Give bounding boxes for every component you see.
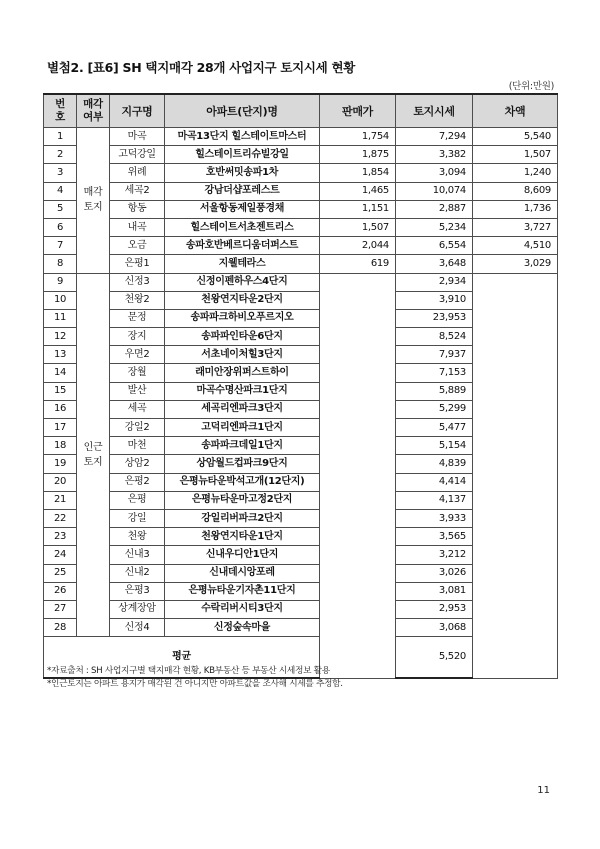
row-number: 3	[44, 164, 77, 182]
average-label: 평균	[44, 637, 320, 679]
group-label-nearby: 인근 토지	[77, 273, 110, 637]
price-difference: 3,029	[473, 255, 558, 273]
land-price: 5,234	[396, 218, 473, 236]
land-price: 3,081	[396, 582, 473, 600]
sale-price: 1,875	[320, 146, 396, 164]
apartment-name: 서울항동제일풍경채	[165, 200, 320, 218]
table-row	[44, 218, 558, 236]
price-difference: 1,507	[473, 146, 558, 164]
apartment-name: 수락리버시티3단지	[165, 600, 320, 618]
table-row	[44, 146, 558, 164]
sale-price: 1,507	[320, 218, 396, 236]
land-price: 6,554	[396, 237, 473, 255]
page-number: 11	[537, 785, 550, 796]
land-price: 10,074	[396, 182, 473, 200]
row-number: 26	[44, 582, 77, 600]
district-name: 우면2	[110, 346, 165, 364]
apartment-name: 송파호반베르디움더퍼스트	[165, 237, 320, 255]
apartment-name: 힐스테이트서초젠트리스	[165, 218, 320, 236]
land-price: 7,294	[396, 128, 473, 146]
row-number: 22	[44, 509, 77, 527]
district-name: 천왕	[110, 528, 165, 546]
row-number: 27	[44, 600, 77, 618]
row-number: 5	[44, 200, 77, 218]
header-sale-status: 매각 여부	[77, 94, 110, 128]
land-price: 3,094	[396, 164, 473, 182]
header-number: 번 호	[44, 94, 77, 128]
difference-empty	[473, 273, 558, 678]
land-price: 3,382	[396, 146, 473, 164]
footnote: *자료출처 : SH 사업지구별 택지매각 현황, KB부동산 등 부동산 시세정보 활용	[47, 666, 330, 676]
apartment-name: 상암월드컵파크9단지	[165, 455, 320, 473]
apartment-name: 은평뉴타운기자촌11단지	[165, 582, 320, 600]
district-name: 세곡2	[110, 182, 165, 200]
price-difference: 5,540	[473, 128, 558, 146]
district-name: 항동	[110, 200, 165, 218]
apartment-name: 고덕리엔파크1단지	[165, 419, 320, 437]
district-name: 마천	[110, 437, 165, 455]
row-number: 25	[44, 564, 77, 582]
apartment-name: 신정숲속마을	[165, 619, 320, 637]
apartment-name: 송파파인타운6단지	[165, 328, 320, 346]
apartment-name: 천왕연지타운2단지	[165, 291, 320, 309]
row-number: 14	[44, 364, 77, 382]
district-name: 은평3	[110, 582, 165, 600]
land-price: 3,910	[396, 291, 473, 309]
price-difference: 8,609	[473, 182, 558, 200]
land-price: 3,648	[396, 255, 473, 273]
row-number: 10	[44, 291, 77, 309]
district-name: 강일	[110, 509, 165, 527]
header-row	[44, 94, 558, 128]
row-number: 13	[44, 346, 77, 364]
header-sale-price: 판매가	[320, 94, 396, 128]
sale-price: 619	[320, 255, 396, 273]
unit-label: (단위:만원)	[508, 81, 554, 92]
apartment-name: 호반써밋송파1차	[165, 164, 320, 182]
row-number: 9	[44, 273, 77, 291]
district-name: 은평1	[110, 255, 165, 273]
land-price: 2,953	[396, 600, 473, 618]
district-name: 고덕강일	[110, 146, 165, 164]
district-name: 신내3	[110, 546, 165, 564]
land-price: 3,565	[396, 528, 473, 546]
district-name: 문정	[110, 309, 165, 327]
land-price: 2,934	[396, 273, 473, 291]
table-row	[44, 237, 558, 255]
land-price: 5,299	[396, 400, 473, 418]
district-name: 오금	[110, 237, 165, 255]
row-number: 21	[44, 491, 77, 509]
land-price: 4,137	[396, 491, 473, 509]
land-price: 3,212	[396, 546, 473, 564]
land-price: 5,154	[396, 437, 473, 455]
row-number: 18	[44, 437, 77, 455]
row-number: 19	[44, 455, 77, 473]
apartment-name: 래미안장위퍼스트하이	[165, 364, 320, 382]
row-number: 17	[44, 419, 77, 437]
apartment-name: 신내우디안1단지	[165, 546, 320, 564]
price-difference: 1,240	[473, 164, 558, 182]
land-price: 3,026	[396, 564, 473, 582]
apartment-name: 서초네이처힐3단지	[165, 346, 320, 364]
apartment-name: 송파파크데일1단지	[165, 437, 320, 455]
sale-price: 1,754	[320, 128, 396, 146]
header-apartment: 아파트(단지)명	[165, 94, 320, 128]
price-difference: 3,727	[473, 218, 558, 236]
row-number: 12	[44, 328, 77, 346]
group-label-sold: 매각 토지	[77, 128, 110, 274]
footnote: *인근토지는 아파트 용지가 매각된 건 아니지만 아파트값을 조사해 시세를 추정함.	[47, 679, 343, 689]
district-name: 천왕2	[110, 291, 165, 309]
table-row	[44, 273, 558, 291]
row-number: 16	[44, 400, 77, 418]
row-number: 23	[44, 528, 77, 546]
land-price: 7,937	[396, 346, 473, 364]
land-price: 8,524	[396, 328, 473, 346]
apartment-name: 송파파크하비오푸르지오	[165, 309, 320, 327]
price-difference: 4,510	[473, 237, 558, 255]
district-name: 위례	[110, 164, 165, 182]
row-number: 7	[44, 237, 77, 255]
header-land-price: 토지시세	[396, 94, 473, 128]
header-district: 지구명	[110, 94, 165, 128]
land-price: 2,887	[396, 200, 473, 218]
table-row	[44, 128, 558, 146]
district-name: 장월	[110, 364, 165, 382]
land-price: 7,153	[396, 364, 473, 382]
district-name: 내곡	[110, 218, 165, 236]
apartment-name: 힐스테이트리슈빌강일	[165, 146, 320, 164]
land-price: 4,414	[396, 473, 473, 491]
sale-price: 1,854	[320, 164, 396, 182]
apartment-name: 세곡리엔파크3단지	[165, 400, 320, 418]
row-number: 8	[44, 255, 77, 273]
row-number: 2	[44, 146, 77, 164]
apartment-name: 은평뉴타운마고정2단지	[165, 491, 320, 509]
district-name: 세곡	[110, 400, 165, 418]
apartment-name: 신내데시앙포레	[165, 564, 320, 582]
row-number: 4	[44, 182, 77, 200]
sale-price: 2,044	[320, 237, 396, 255]
row-number: 11	[44, 309, 77, 327]
district-name: 강일2	[110, 419, 165, 437]
district-name: 신정3	[110, 273, 165, 291]
document-title: 별첨2. [표6] SH 택지매각 28개 사업지구 토지시세 현황	[47, 60, 356, 75]
sale-price-empty	[320, 273, 396, 678]
apartment-name: 천왕연지타운1단지	[165, 528, 320, 546]
sale-price: 1,151	[320, 200, 396, 218]
row-number: 6	[44, 218, 77, 236]
row-number: 15	[44, 382, 77, 400]
average-land-price: 5,520	[396, 637, 473, 679]
land-price: 23,953	[396, 309, 473, 327]
land-price: 4,839	[396, 455, 473, 473]
row-number: 28	[44, 619, 77, 637]
district-name: 마곡	[110, 128, 165, 146]
sale-price: 1,465	[320, 182, 396, 200]
apartment-name: 은평뉴타운박석고개(12단지)	[165, 473, 320, 491]
table-row	[44, 200, 558, 218]
land-price: 3,068	[396, 619, 473, 637]
table-row	[44, 255, 558, 273]
row-number: 1	[44, 128, 77, 146]
district-name: 상암2	[110, 455, 165, 473]
row-number: 20	[44, 473, 77, 491]
apartment-name: 강일리버파크2단지	[165, 509, 320, 527]
apartment-name: 지웰테라스	[165, 255, 320, 273]
apartment-name: 마곡13단지 힐스테이트마스터	[165, 128, 320, 146]
apartment-name: 신정이펜하우스4단지	[165, 273, 320, 291]
land-price-table	[43, 93, 558, 679]
district-name: 은평2	[110, 473, 165, 491]
table-row	[44, 182, 558, 200]
table-row	[44, 164, 558, 182]
apartment-name: 마곡수명산파크1단지	[165, 382, 320, 400]
land-price: 5,889	[396, 382, 473, 400]
district-name: 발산	[110, 382, 165, 400]
land-price: 3,933	[396, 509, 473, 527]
district-name: 은평	[110, 491, 165, 509]
district-name: 장지	[110, 328, 165, 346]
header-difference: 차액	[473, 94, 558, 128]
land-price: 5,477	[396, 419, 473, 437]
footnotes	[47, 665, 343, 691]
apartment-name: 강남더샵포레스트	[165, 182, 320, 200]
district-name: 상계장암	[110, 600, 165, 618]
district-name: 신내2	[110, 564, 165, 582]
row-number: 24	[44, 546, 77, 564]
district-name: 신정4	[110, 619, 165, 637]
price-difference: 1,736	[473, 200, 558, 218]
